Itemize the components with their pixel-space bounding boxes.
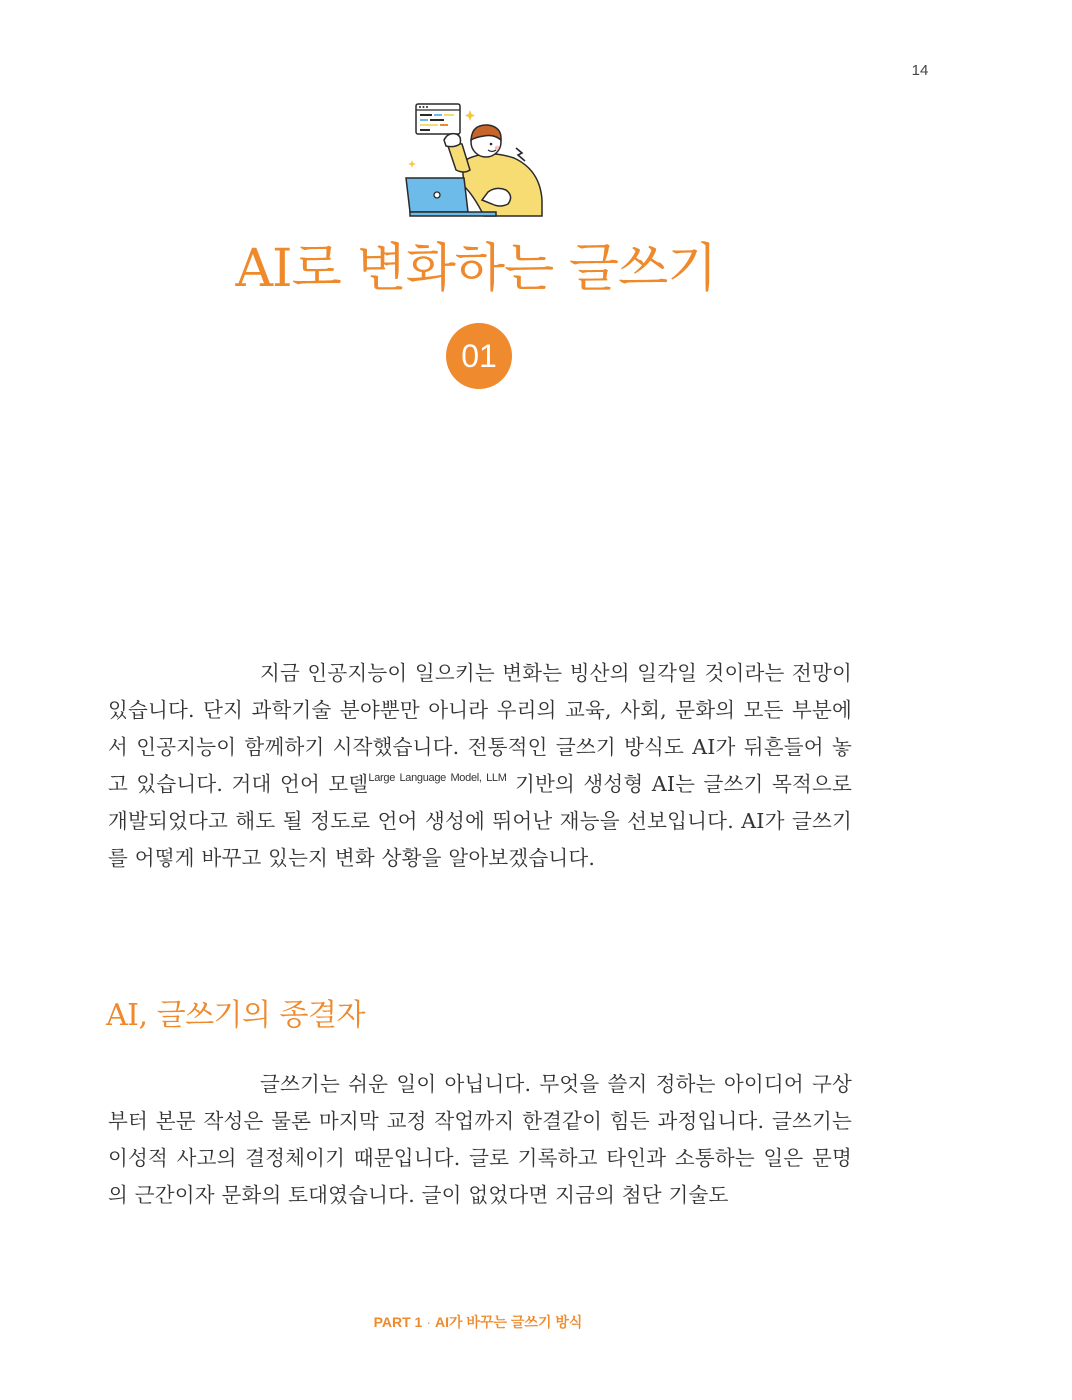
footer-separator: · [426, 1314, 432, 1330]
footer-part: PART 1 [373, 1314, 423, 1330]
running-footer [0, 1312, 956, 1332]
footer-title: AI가 바꾸는 글쓰기 방식 [435, 1314, 583, 1330]
person-with-laptop-illustration [404, 100, 550, 220]
chapter-number-badge: 01 [446, 323, 512, 389]
chapter-title: AI로 변화하는 글쓰기 [235, 239, 717, 299]
browser-window-icon [416, 104, 460, 134]
intro-text-part-2: 기반의 생성형 AI는 글쓰기 목적으로 개발되었다고 해도 될 정도로 언어 생성에 뛰어난 재능을 선보입니다. AI가 글쓰기를 어떻게 바꾸고 있는지 변화 상황을 알아보겠습니다. [108, 772, 852, 870]
intro-text-part-1: 지금 인공지능이 일으키는 변화는 빙산의 일각일 것이라는 전망이 있습니다. 단지 과학기술 분야뿐만 아니라 우리의 교육, 사회, 문화의 모든 부분에서 인공지능이 함께하기 시작했습니다. 전통적인 글쓰기 방식도 AI가 뒤흔들어 놓고 있습니다. 거대 언어 모델 [108, 661, 852, 796]
section-paragraph: 글쓰기는 쉬운 일이 아닙니다. 무엇을 쓸지 정하는 아이디어 구상부터 본문 작성은 물론 마지막 교정 작업까지 한결같이 힘든 과정입니다. 글쓰기는 이성적 사고의 결정체이기 때문입니다. 글로 기록하고 타인과 소통하는 일은 문명의 근간이자 문화의 토대였습니다. 글이 없었다면 지금의 첨단 기술도 [108, 1072, 852, 1207]
llm-superscript: Large Language Model, LLM [368, 772, 507, 784]
section-heading: AI, 글쓰기의 종결자 [106, 998, 365, 1033]
page-number: 14 [911, 62, 929, 79]
intro-paragraph [108, 655, 852, 877]
